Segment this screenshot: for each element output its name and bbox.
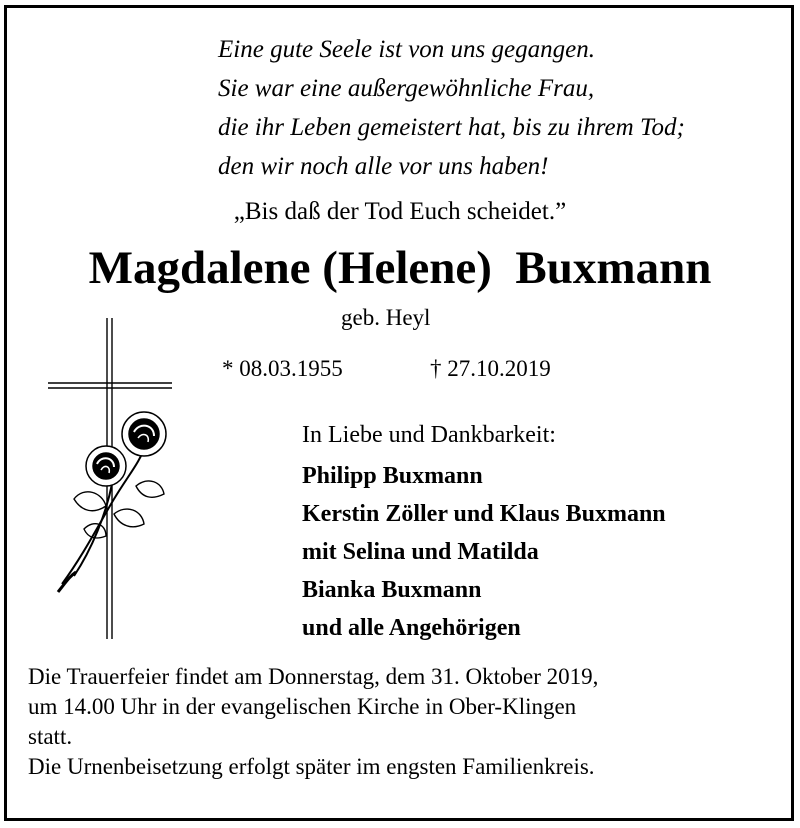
poem-line: den wir noch alle vor uns haben!	[218, 153, 549, 180]
deceased-name: Magdalene (Helene) Buxmann	[88, 242, 712, 294]
birth-date: * 08.03.1955	[222, 356, 343, 381]
list-item: Bianka Buxmann	[302, 577, 482, 603]
info-line: statt.	[28, 724, 73, 749]
list-item: mit Selina und Matilda	[302, 539, 539, 565]
cross-with-roses-icon	[44, 314, 176, 644]
poem-line: Sie war eine außergewöhnliche Frau,	[218, 75, 595, 102]
thanks-intro: In Liebe und Dankbarkeit:	[302, 422, 556, 448]
list-item: Philipp Buxmann	[302, 463, 483, 489]
birth-name: geb. Heyl	[341, 305, 431, 330]
list-item: und alle Angehörigen	[302, 615, 521, 641]
mourner-list	[302, 457, 666, 647]
funeral-info	[28, 662, 598, 782]
poem	[218, 30, 685, 186]
info-line: Die Trauerfeier findet am Donnerstag, dem 31. Oktober 2019,	[28, 664, 599, 689]
death-date: † 27.10.2019	[430, 356, 551, 381]
poem-line: Eine gute Seele ist von uns gegangen.	[218, 36, 595, 63]
list-item: Kerstin Zöller und Klaus Buxmann	[302, 501, 666, 527]
quote: „Bis daß der Tod Euch scheidet.”	[233, 198, 567, 225]
info-line: um 14.00 Uhr in der evangelischen Kirche in Ober-Klingen	[28, 694, 577, 719]
info-line: Die Urnenbeisetzung erfolgt später im engsten Familienkreis.	[28, 754, 595, 779]
poem-line: die ihr Leben gemeistert hat, bis zu ihrem Tod;	[218, 114, 685, 141]
